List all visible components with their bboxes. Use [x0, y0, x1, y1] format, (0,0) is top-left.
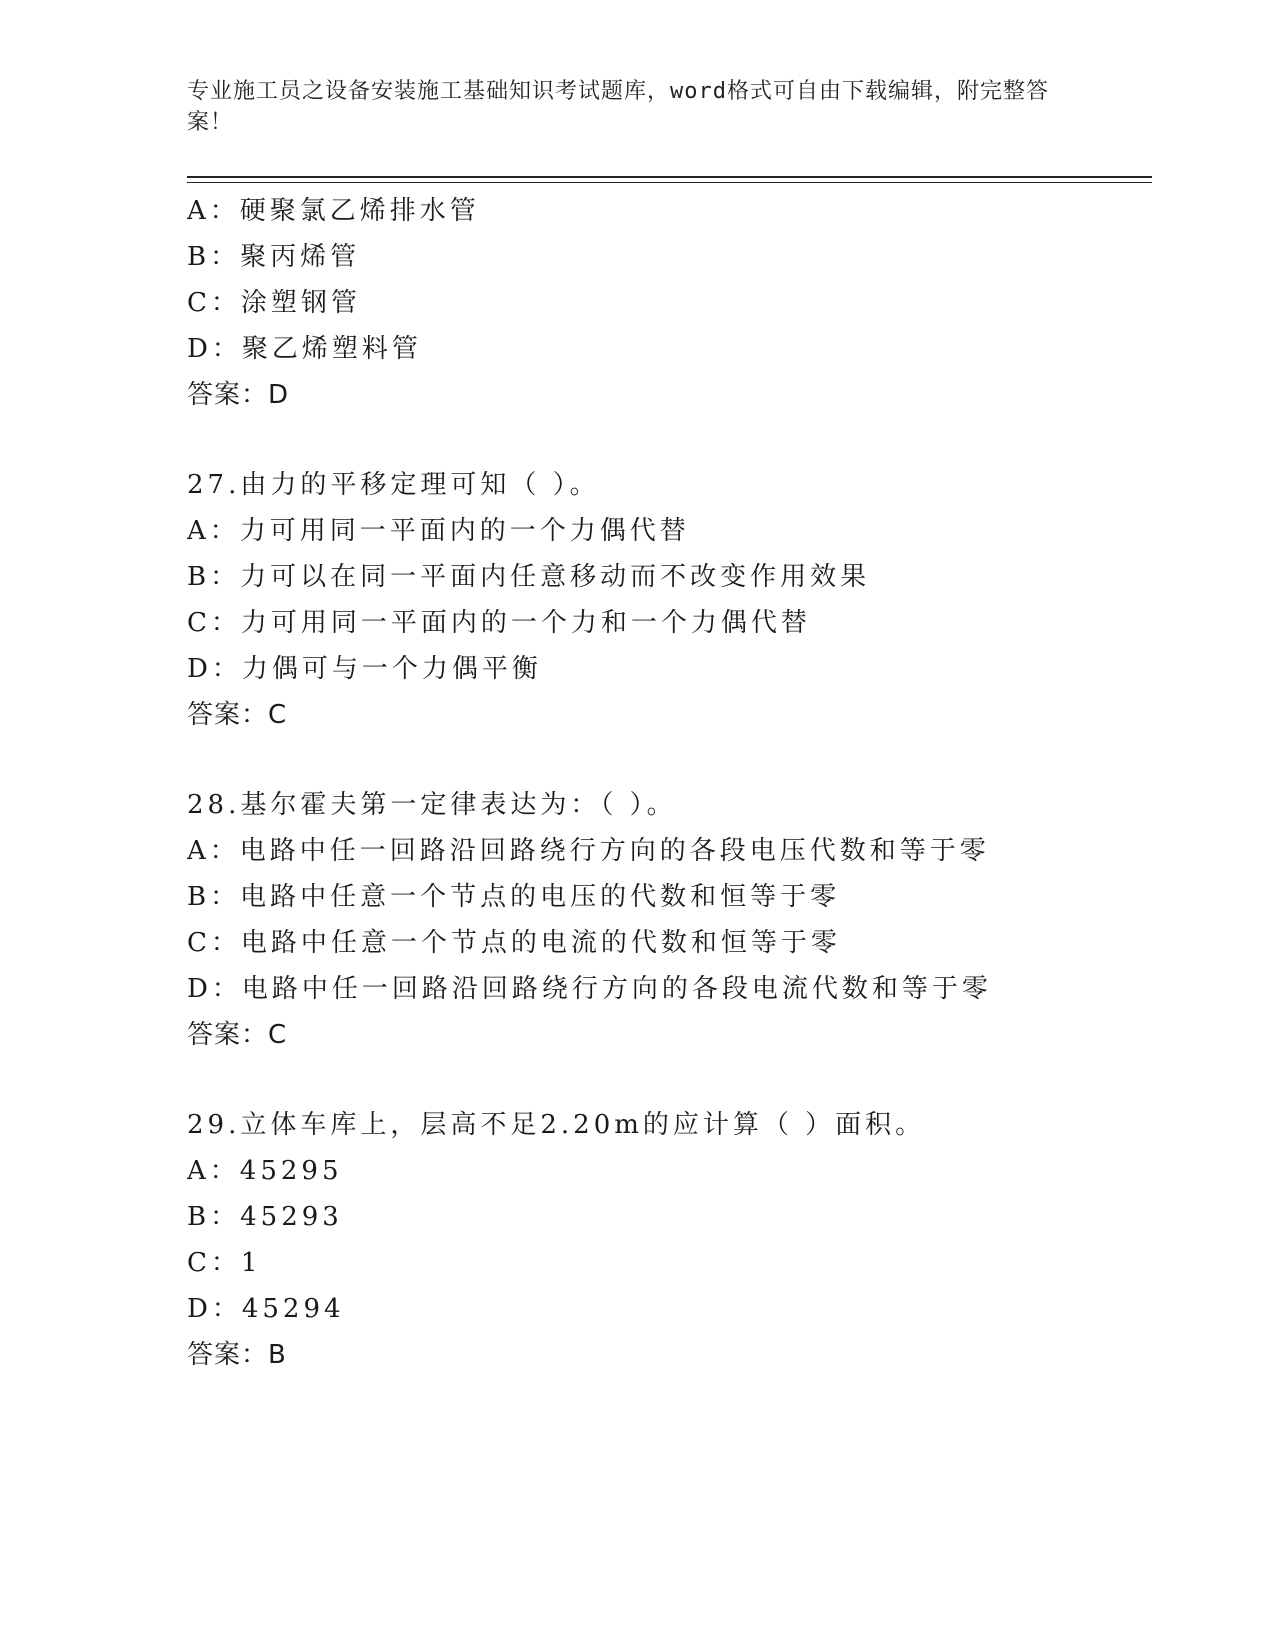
spacer	[187, 738, 1147, 782]
option-b: B：力可以在同一平面内任意移动而不改变作用效果	[187, 562, 871, 592]
answer: 答案：C	[187, 1020, 288, 1050]
answer: 答案：B	[187, 1340, 287, 1370]
option-a: A：力可用同一平面内的一个力偶代替	[187, 516, 690, 546]
option-b: B：电路中任意一个节点的电压的代数和恒等于零	[187, 882, 841, 912]
option-d: D：45294	[187, 1294, 345, 1324]
question-28	[187, 782, 1147, 1058]
option-c: C：力可用同一平面内的一个力和一个力偶代替	[187, 608, 811, 638]
option-b: B：聚丙烯管	[187, 242, 361, 272]
option-d: D：力偶可与一个力偶平衡	[187, 654, 542, 684]
document-header: 专业施工员之设备安装施工基础知识考试题库，word格式可自由下载编辑，附完整答案！	[187, 79, 1049, 135]
spacer	[187, 418, 1147, 462]
option-c: C：电路中任意一个节点的电流的代数和恒等于零	[187, 928, 841, 958]
answer: 答案：D	[187, 380, 290, 410]
option-c: C：涂塑钢管	[187, 288, 361, 318]
question-stem: 27.由力的平移定理可知（ ）。	[187, 470, 600, 500]
spacer	[187, 1058, 1147, 1102]
answer: 答案：C	[187, 700, 288, 730]
option-b: B：45293	[187, 1202, 343, 1232]
question-26-continued	[187, 188, 1147, 418]
question-stem: 28.基尔霍夫第一定律表达为：（ ）。	[187, 790, 677, 820]
option-d: D：聚乙烯塑料管	[187, 334, 422, 364]
header-divider-thick	[187, 176, 1152, 178]
option-c: C：1	[187, 1248, 262, 1278]
question-27	[187, 462, 1147, 738]
option-a: A：硬聚氯乙烯排水管	[187, 196, 480, 226]
question-29	[187, 1102, 1147, 1378]
option-d: D：电路中任一回路沿回路绕行方向的各段电流代数和等于零	[187, 974, 992, 1004]
header-divider-thin	[187, 182, 1152, 183]
option-a: A：电路中任一回路沿回路绕行方向的各段电压代数和等于零	[187, 836, 990, 866]
question-list	[187, 188, 1147, 1378]
option-a: A：45295	[187, 1156, 343, 1186]
question-stem: 29.立体车库上，层高不足2.20m的应计算（ ）面积。	[187, 1110, 926, 1140]
